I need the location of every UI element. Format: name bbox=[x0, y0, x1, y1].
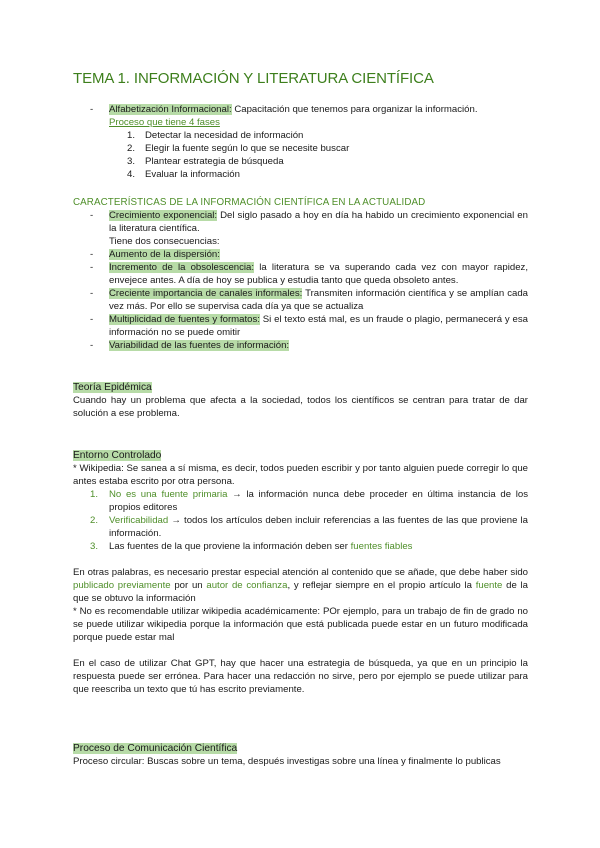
alfabetizacion-label: Alfabetización Informacional: bbox=[109, 104, 232, 115]
list-text: Evaluar la información bbox=[145, 169, 240, 180]
alfabetizacion-section bbox=[73, 103, 528, 181]
bullet-dash: - bbox=[90, 314, 94, 325]
canales-label: Creciente importancia de canales informales: bbox=[109, 288, 303, 299]
bullet-dash: - bbox=[90, 210, 94, 221]
list-number: 2. bbox=[90, 515, 99, 526]
list-item bbox=[73, 514, 528, 540]
list-item bbox=[73, 488, 528, 514]
proceso-heading: Proceso de Comunicación Científica bbox=[73, 743, 238, 754]
list-number: 3. bbox=[127, 156, 136, 167]
alfabetizacion-text: Capacitación que tenemos para organizar la información. bbox=[231, 104, 478, 115]
list-text: Elegir la fuente según lo que se necesite buscar bbox=[145, 143, 350, 154]
proceso-fases-label-row bbox=[73, 116, 528, 129]
variabilidad-label: Variabilidad de las fuentes de información: bbox=[109, 340, 290, 351]
list-item bbox=[73, 209, 528, 235]
paragraph bbox=[73, 566, 528, 605]
list-number: 3. bbox=[90, 541, 99, 552]
entorno-heading: Entorno Controlado bbox=[73, 450, 162, 461]
list-item bbox=[73, 103, 528, 116]
list-text: Plantear estrategia de búsqueda bbox=[145, 156, 284, 167]
list-item bbox=[73, 540, 528, 553]
crecimiento-label: Crecimiento exponencial: bbox=[109, 210, 218, 221]
multiplicidad-label: Multiplicidad de fuentes y formatos: bbox=[109, 314, 260, 325]
crecimiento-text: Del siglo pasado a hoy en día ha habido un crecimiento exponencial en la literatura científica. bbox=[109, 210, 528, 234]
fuente-text: fuente bbox=[475, 580, 503, 591]
teoria-section bbox=[73, 381, 528, 420]
list-item bbox=[73, 248, 528, 261]
list-number: 1. bbox=[90, 489, 99, 500]
canales-text: Transmiten información científica y se amplían cada vez más. Por ello se supervisa cada día ya que se actualiza bbox=[109, 288, 528, 312]
teoria-text: Cuando hay un problema que afecta a la sociedad, todos los científicos se centran para tratar de dar solución a ese problema. bbox=[73, 395, 528, 419]
proceso-text: Proceso circular: Buscas sobre un tema, después investigas sobre una línea y finalmente lo publicas bbox=[73, 756, 501, 767]
list-item bbox=[73, 155, 528, 168]
paragraph-text: por un bbox=[170, 580, 207, 591]
list-number: 4. bbox=[127, 169, 136, 180]
bullet-dash: - bbox=[90, 249, 94, 260]
wikipedia-text: * Wikipedia: Se sanea a sí misma, es decir, todos pueden escribir y por tanto alguien puede corregir lo que antes estaba escrito por otra persona. bbox=[73, 463, 528, 487]
list-item bbox=[73, 339, 528, 352]
bullet-dash: - bbox=[90, 262, 94, 273]
consecuencias-line: Tiene dos consecuencias: bbox=[109, 236, 220, 247]
wikipedia-warning-paragraph: * No es recomendable utilizar wikipedia académicamente: POr ejemplo, para un trabajo de fin de grado no se puede utilizar wikipedia porque la información que está publicada puede estar en un futuro modificada porque puede estar mal bbox=[73, 606, 528, 643]
proceso-section bbox=[73, 742, 528, 768]
proceso-fases-label: Proceso que tiene 4 fases bbox=[109, 117, 220, 128]
publicado-previamente-text: publicado previamente bbox=[73, 580, 171, 591]
list-text: Las fuentes de la que proviene la información deben ser bbox=[109, 541, 351, 552]
caracteristicas-section bbox=[73, 196, 528, 352]
entorno-section bbox=[73, 449, 528, 696]
obsolescencia-text: la literatura se va superando cada vez con mayor rapidez, envejece antes. A día de hoy se publica y estudia tanto que queda obsoleto antes. bbox=[109, 262, 528, 286]
list-text: → la información nunca debe proceder en última instancia de los propios editores bbox=[109, 489, 528, 513]
autor-confianza-text: autor de confianza bbox=[206, 580, 288, 591]
fuentes-fiables-text: fuentes fiables bbox=[350, 541, 413, 552]
list-text: → todos los artículos deben incluir referencias a las fuentes de las que proviene la información. bbox=[109, 515, 528, 539]
paragraph-text: , y reflejar siempre en el propio artículo la bbox=[287, 580, 476, 591]
list-item bbox=[73, 287, 528, 313]
list-item bbox=[73, 168, 528, 181]
paragraph-text: En otras palabras, es necesario prestar especial atención al contenido que se añade, que debe haber sido bbox=[73, 567, 528, 578]
list-number: 2. bbox=[127, 143, 136, 154]
bullet-dash: - bbox=[90, 104, 94, 115]
multiplicidad-text: Si el texto está mal, es un fraude o plagio, permanecerá y esa información no se puede omitir bbox=[109, 314, 528, 338]
caracteristicas-heading: CARACTERÍSTICAS DE LA INFORMACIÓN CIENTÍFICA EN LA ACTUALIDAD bbox=[73, 197, 426, 208]
teoria-heading: Teoría Epidémica bbox=[73, 382, 152, 393]
aumento-label: Aumento de la dispersión: bbox=[109, 249, 220, 260]
list-text: Detectar la necesidad de información bbox=[145, 130, 304, 141]
list-item bbox=[73, 142, 528, 155]
fuente-primaria-text: No es una fuente primaria bbox=[109, 489, 228, 500]
list-item bbox=[73, 129, 528, 142]
chatgpt-paragraph: En el caso de utilizar Chat GPT, hay que hacer una estrategia de búsqueda, ya que en un principio la respuesta puede ser errónea. Para hacer una redacción no sirve, pero por ejemplo se puede utilizar para que reescriba un texto que tú has escrito previamente. bbox=[73, 658, 528, 695]
verificabilidad-text: Verificabilidad bbox=[109, 515, 169, 526]
bullet-dash: - bbox=[90, 340, 94, 351]
obsolescencia-label: Incremento de la obsolescencia: bbox=[109, 262, 255, 273]
list-item bbox=[73, 313, 528, 339]
list-number: 1. bbox=[127, 130, 136, 141]
list-item bbox=[73, 261, 528, 287]
bullet-dash: - bbox=[90, 288, 94, 299]
page-title: TEMA 1. INFORMACIÓN Y LITERATURA CIENTÍFICA bbox=[73, 70, 434, 87]
paragraph-text: de la que se obtuvo la información bbox=[73, 580, 528, 604]
